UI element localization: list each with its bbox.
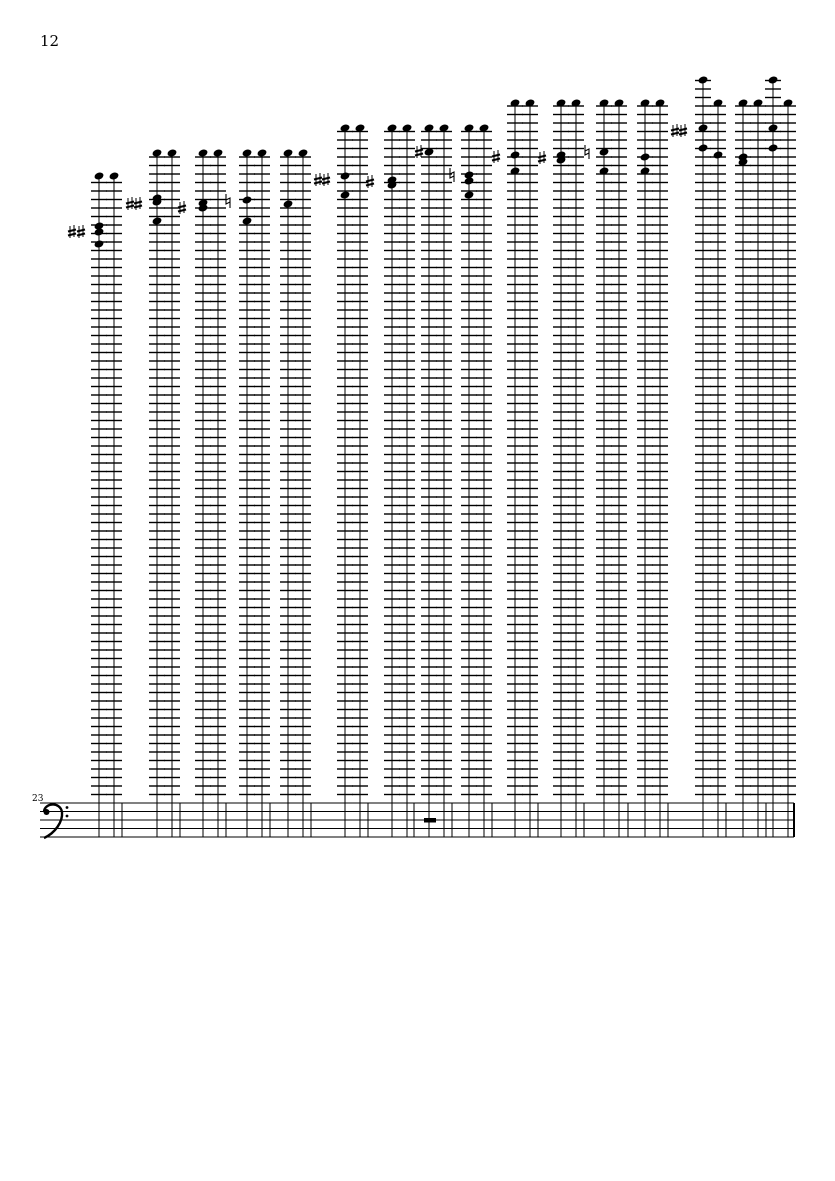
note-head [283, 148, 294, 157]
page-number: 12 [40, 32, 60, 50]
ledger-column [280, 153, 296, 837]
ledger-column [195, 153, 211, 837]
sharp-sign [538, 151, 546, 164]
ledger-column [553, 103, 569, 837]
sharp-sign [415, 145, 423, 158]
sharp-sign [366, 175, 374, 188]
note-head [242, 148, 253, 157]
note-head [510, 150, 521, 159]
ledger-column [164, 153, 180, 837]
ledger-column [106, 176, 122, 837]
ledger-column [765, 80, 781, 837]
ledger-column [750, 103, 766, 837]
ledger-column [461, 128, 477, 837]
bass-clef [44, 804, 69, 838]
ledger-column [384, 128, 400, 837]
sharp-sign [178, 201, 186, 214]
ledger-column [337, 128, 353, 837]
ledger-column [710, 103, 726, 837]
ledger-column [399, 128, 415, 837]
note-head [94, 227, 105, 236]
natural-sign [226, 194, 230, 208]
ledger-column [421, 128, 437, 837]
note-head [213, 148, 224, 157]
ledger-column [652, 103, 668, 837]
note-head [109, 171, 120, 180]
note-head [768, 75, 779, 84]
sharp-sign [134, 197, 142, 210]
note-head [340, 171, 351, 180]
note-head [698, 143, 709, 152]
note-head [242, 216, 253, 225]
note-head [464, 190, 475, 199]
ledger-column [476, 128, 492, 837]
staff [40, 803, 794, 837]
note-head [283, 199, 294, 208]
note-head [640, 152, 651, 161]
ledger-column [254, 153, 270, 837]
note-head [698, 75, 709, 84]
sharp-sign [492, 150, 500, 163]
ledger-column [210, 153, 226, 837]
ledger-column [735, 103, 751, 837]
sharp-sign [322, 173, 330, 186]
ledger-column [295, 153, 311, 837]
ledger-column [352, 128, 368, 837]
sharp-sign [314, 173, 322, 186]
note-head [242, 195, 253, 204]
note-head [340, 190, 351, 199]
ledger-column [436, 128, 452, 837]
ledger-column [611, 103, 627, 837]
note-head [298, 148, 309, 157]
ledger-column [695, 80, 711, 837]
ledger-column [596, 103, 612, 837]
note-head [152, 148, 163, 157]
sharp-sign [679, 124, 687, 137]
note-head [768, 143, 779, 152]
sharp-sign [126, 197, 134, 210]
ledger-column [637, 103, 653, 837]
sharp-sign [671, 124, 679, 137]
ledger-column [507, 103, 523, 837]
measure-number: 23 [32, 794, 44, 804]
ledger-column [239, 153, 255, 837]
note-head [94, 171, 105, 180]
note-head [152, 216, 163, 225]
natural-sign [450, 168, 454, 182]
half-rest [424, 818, 436, 823]
ledger-column [91, 176, 107, 837]
note-head [167, 148, 178, 157]
note-head [198, 148, 209, 157]
sharp-sign [68, 225, 76, 238]
sharp-sign [77, 225, 85, 238]
ledger-column [568, 103, 584, 837]
note-head [464, 176, 475, 185]
note-head [257, 148, 268, 157]
note-head [713, 150, 724, 159]
natural-sign [585, 145, 589, 159]
note-head [94, 239, 105, 248]
ledger-column [149, 153, 165, 837]
ledger-column [522, 103, 538, 837]
ledger-column [780, 103, 796, 837]
